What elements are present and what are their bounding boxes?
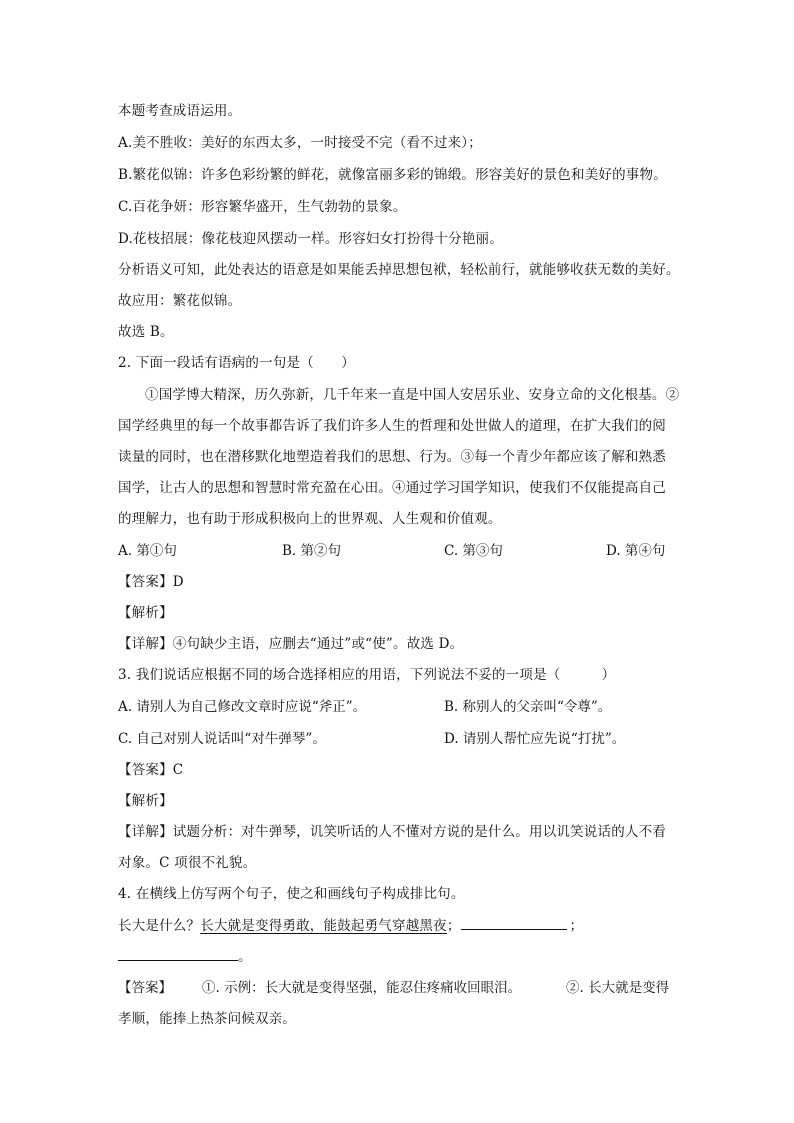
question-2: 2. 下面一段话有语病的一句是（ ）	[118, 355, 355, 371]
passage-line: ①国学博大精深，历久弥新，几千年来一直是中国人安居乐业、安身立命的文化根基。②	[145, 387, 680, 403]
text-line: D.花枝招展：像花枝迎风摆动一样。形容妇女打扮得十分艳丽。	[118, 231, 503, 247]
text-line: A.美不胜收：美好的东西太多，一时接受不完（看不过来）；	[118, 135, 482, 151]
option-d: D. 请别人帮忙应先说“打扰”。	[444, 731, 626, 747]
answer-label: 【答案】C	[118, 762, 184, 778]
text-line: 故选 B。	[118, 324, 174, 340]
analysis-label: 【解析】	[118, 793, 173, 809]
separator: ；	[446, 918, 461, 934]
answer-1: ①. 示例：长大就是变得坚强，能忍住疼痛收回眼泪。	[202, 980, 522, 996]
underlined-sentence: 长大就是变得勇敢，能鼓起勇气穿越黑夜	[200, 918, 447, 934]
separator: ；	[569, 918, 584, 934]
passage-line: 的理解力，也有助于形成积极向上的世界观、人生观和价值观。	[118, 511, 502, 527]
analysis-label: 【解析】	[118, 605, 173, 621]
question-4: 4. 在横线上仿写两个句子，使之和画线句子构成排比句。	[118, 886, 465, 902]
passage-line: 读量的同时，也在潜移默化地塑造着我们的思想、行为。③每一个青少年都应该了解和熟悉	[118, 449, 666, 465]
detail-text: 【详解】试题分析：对牛弹琴，讥笑听话的人不懂对方说的是什么。用以讥笑说话的人不看	[118, 824, 666, 840]
text-line: C.百花争妍：形容繁华盛开，生气勃勃的景象。	[118, 199, 407, 215]
option-a: A. 第①句	[118, 543, 177, 559]
question-3: 3. 我们说话应根据不同的场合选择相应的用语，下列说法不妥的一项是（ ）	[118, 667, 616, 683]
text-line: B.繁花似锦：许多色彩纷繁的鲜花，就像富丽多彩的锦缎。形容美好的景色和美好的事物。	[118, 167, 667, 183]
option-a: A. 请别人为自己修改文章时应说“斧正”。	[118, 699, 367, 715]
text-line: 故应用：繁花似锦。	[118, 293, 242, 309]
text-line: 本题考查成语运用。	[118, 103, 242, 119]
detail-text: 【详解】④句缺少主语，应删去“通过”或“使”。故选 D。	[118, 636, 464, 652]
answer-2: ②. 长大就是变得	[566, 980, 670, 996]
blank-line-2[interactable]	[118, 946, 238, 961]
option-c: C. 自己对别人说话叫“对牛弹琴”。	[118, 731, 326, 747]
blank-line-1[interactable]	[461, 915, 567, 930]
passage-line: 国学，让古人的思想和智慧时常充盈在心田。④通过学习国学知识，使我们不仅能提高自己	[118, 480, 666, 496]
prompt-line	[118, 915, 583, 936]
prompt-line	[118, 946, 252, 967]
option-b: B. 称别人的父亲叫“令尊”。	[444, 699, 612, 715]
detail-text: 对象。C 项很不礼貌。	[118, 855, 257, 871]
period: 。	[238, 949, 252, 965]
answer-continuation: 孝顺，能捧上热茶问候双亲。	[118, 1011, 297, 1027]
option-b: B. 第②句	[282, 543, 342, 559]
answer-label: 【答案】D	[118, 574, 184, 590]
text-line: 分析语义可知，此处表达的语意是如果能丢掉思想包袱，轻松前行，就能够收获无数的美好。	[118, 262, 680, 278]
option-d: D. 第④句	[606, 543, 666, 559]
passage-line: 国学经典里的每一个故事都告诉了我们许多人生的哲理和处世做人的道理，在扩大我们的阅	[118, 418, 666, 434]
prompt-lead: 长大是什么？	[118, 918, 201, 934]
option-c: C. 第③句	[444, 543, 503, 559]
answer-label: 【答案】	[118, 980, 172, 996]
